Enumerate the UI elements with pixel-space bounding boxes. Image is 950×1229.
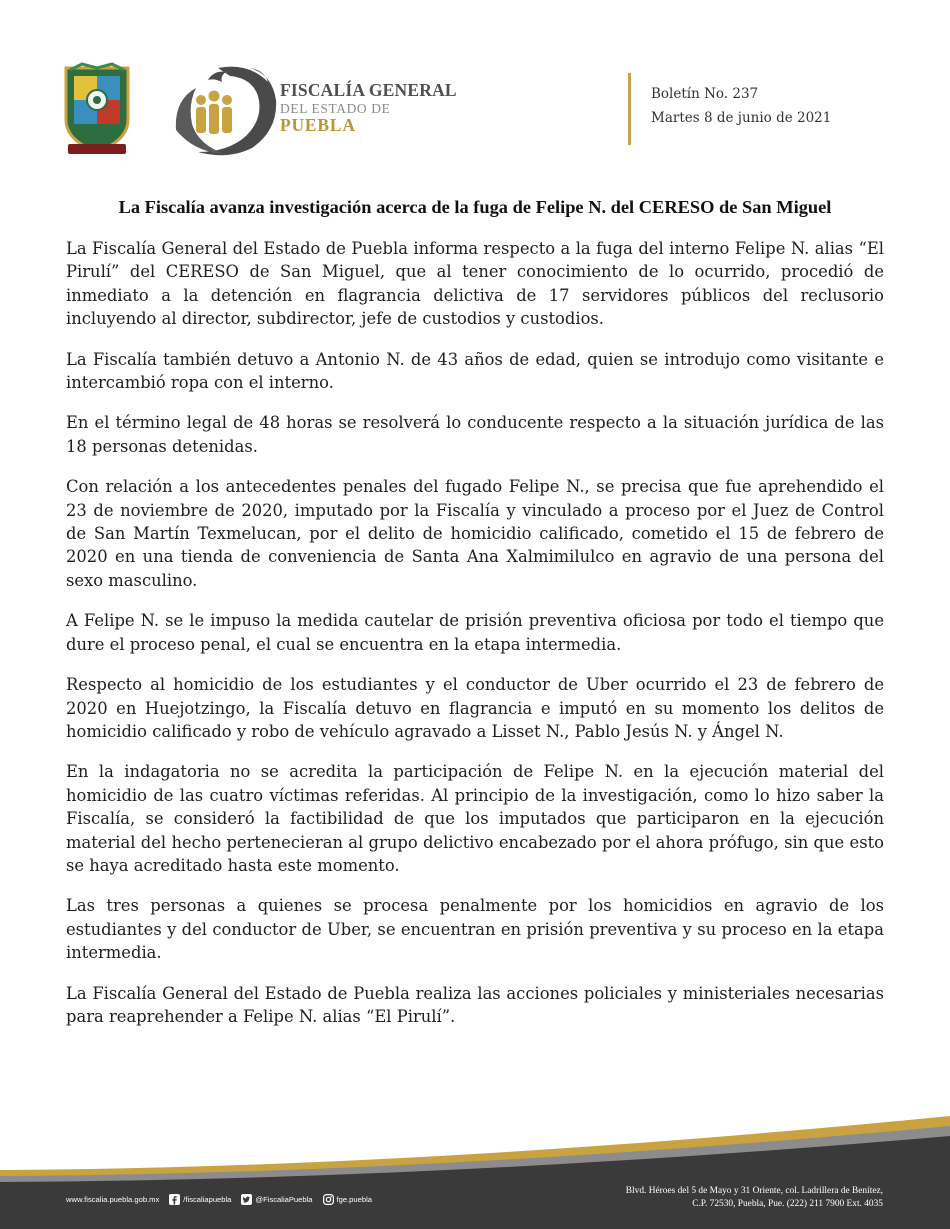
header-divider bbox=[628, 73, 631, 145]
address-line2: C.P. 72530, Puebla, Pue. (222) 211 7900 Ext. 4035 bbox=[692, 1199, 883, 1209]
instagram-icon bbox=[323, 1194, 334, 1205]
fiscalia-emblem-logo bbox=[168, 60, 280, 160]
paragraph: Las tres personas a quienes se procesa penalmente por los homicidios en agravio de los estudiantes y del conductor de Uber, se encuentran en prisión preventiva y su proceso en la etapa intermedia. bbox=[66, 896, 884, 963]
org-name-line1: FISCALÍA GENERAL bbox=[280, 80, 457, 100]
facebook-icon bbox=[169, 1194, 180, 1205]
paragraph: Con relación a los antecedentes penales del fugado Felipe N., se precisa que fue aprehendido el 23 de noviembre de 2020, imputado por la Fiscalía y vinculado a proceso por el Juez de Control de San Martín Texmelucan, por el delito de homicidio calificado, cometido el 15 de febrero de 2020 en una tienda de conveniencia de Santa Ana Xalmimilulco en agravio de una persona del sexo masculino. bbox=[66, 477, 884, 590]
paragraph: A Felipe N. se le impuso la medida cautelar de prisión preventiva oficiosa por todo el tiempo que dure el proceso penal, el cual se encuentra en la etapa intermedia. bbox=[66, 611, 884, 654]
bulletin-info bbox=[651, 82, 831, 130]
instagram-handle: fge.puebla bbox=[336, 1194, 372, 1204]
twitter-icon bbox=[241, 1194, 252, 1205]
paragraph: En la indagatoria no se acredita la participación de Felipe N. en la ejecución material del homicidio de las cuatro víctimas referidas. Al principio de la investigación, como lo hizo saber la Fiscalía, se consideró la factibilidad de que los imputados que participaron en la ejecución material del hecho pertenecieran al grupo delictivo encabezado por el ahora prófugo, sin que esto se haya acreditado hasta este momento. bbox=[66, 762, 884, 875]
org-name-line2: DEL ESTADO DE bbox=[280, 100, 391, 116]
bulletin-date: Martes 8 de junio de 2021 bbox=[651, 110, 832, 126]
twitter-link[interactable] bbox=[241, 1194, 312, 1205]
facebook-handle: /fiscaliapuebla bbox=[183, 1194, 232, 1204]
website-link[interactable]: www.fiscalia.puebla.gob.mx bbox=[66, 1194, 160, 1204]
org-name-line3: PUEBLA bbox=[280, 115, 356, 135]
bulletin-number: Boletín No. 237 bbox=[651, 86, 759, 102]
instagram-link[interactable] bbox=[323, 1194, 372, 1205]
paragraph: La Fiscalía General del Estado de Puebla informa respecto a la fuga del interno Felipe N. alias “El Pirulí” del CERESO de San Miguel, que al tener conocimiento de lo ocurrido, procedió de inmediato a la detención en flagrancia delictiva de 17 servidores públicos del reclusorio incluyendo al director, subdirector, jefe de custodios y custodios. bbox=[66, 239, 884, 329]
organization-name bbox=[280, 82, 457, 135]
press-release-body bbox=[66, 237, 884, 1045]
address-line1: Blvd. Héroes del 5 de Mayo y 31 Oriente, col. Ladrillera de Benítez, bbox=[625, 1186, 883, 1196]
state-coat-of-arms-logo bbox=[62, 62, 132, 158]
paragraph: La Fiscalía General del Estado de Puebla realiza las acciones policiales y ministeriales necesarias para reaprehender a Felipe N. alias “El Pirulí”. bbox=[66, 983, 884, 1026]
press-release-title: La Fiscalía avanza investigación acerca de la fuga de Felipe N. del CERESO de San Miguel bbox=[118, 197, 832, 217]
paragraph: La Fiscalía también detuvo a Antonio N. de 43 años de edad, quien se introdujo como visitante e intercambió ropa con el interno. bbox=[66, 349, 884, 393]
paragraph: Respecto al homicidio de los estudiantes y el conductor de Uber ocurrido el 23 de febrero de 2020 en Huejotzingo, la Fiscalía detuvo en flagrancia e imputó en su momento los delitos de homicidio calificado y robo de vehículo agravado a Lisset N., Pablo Jesús N. y Ángel N. bbox=[66, 675, 884, 741]
facebook-link[interactable] bbox=[169, 1194, 231, 1205]
document-header bbox=[0, 0, 950, 175]
footer-social-links bbox=[66, 1192, 372, 1206]
footer-address bbox=[626, 1185, 883, 1211]
paragraph: En el término legal de 48 horas se resolverá lo conducente respecto a la situación jurídica de las 18 personas detenidas. bbox=[66, 413, 884, 456]
twitter-handle: @FiscaliaPuebla bbox=[255, 1194, 313, 1204]
